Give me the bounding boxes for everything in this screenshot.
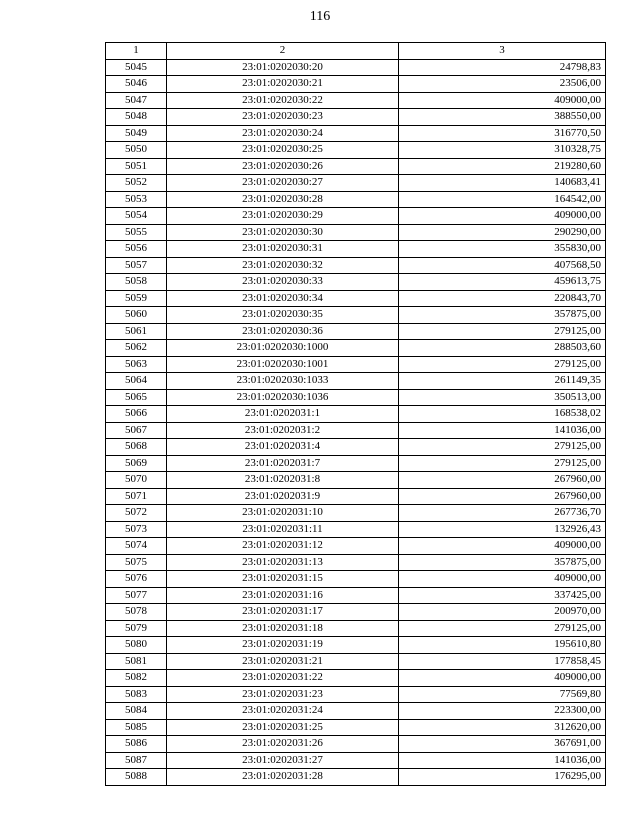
- table-row: [106, 637, 606, 654]
- value-cell: 312620,00: [399, 719, 606, 736]
- table-row: [106, 670, 606, 687]
- row-number-cell: 5061: [106, 323, 167, 340]
- cadastral-number-cell: 23:01:0202030:28: [167, 191, 399, 208]
- value-cell: 279125,00: [399, 455, 606, 472]
- value-cell: 267960,00: [399, 488, 606, 505]
- value-cell: 261149,35: [399, 373, 606, 390]
- value-cell: 409000,00: [399, 208, 606, 225]
- row-number-cell: 5079: [106, 620, 167, 637]
- cadastral-number-cell: 23:01:0202030:20: [167, 59, 399, 76]
- row-number-cell: 5046: [106, 76, 167, 93]
- table-row: [106, 307, 606, 324]
- table-row: [106, 422, 606, 439]
- cadastral-number-cell: 23:01:0202030:1000: [167, 340, 399, 357]
- value-cell: 290290,00: [399, 224, 606, 241]
- table-row: [106, 686, 606, 703]
- cadastral-number-cell: 23:01:0202031:15: [167, 571, 399, 588]
- page-number: 116: [309, 9, 331, 24]
- value-cell: 310328,75: [399, 142, 606, 159]
- value-cell: 279125,00: [399, 323, 606, 340]
- cadastral-number-cell: 23:01:0202030:26: [167, 158, 399, 175]
- cadastral-number-cell: 23:01:0202031:18: [167, 620, 399, 637]
- table-row: [106, 76, 606, 93]
- table-row: [106, 142, 606, 159]
- row-number-cell: 5052: [106, 175, 167, 192]
- table-row: [106, 323, 606, 340]
- row-number-cell: 5065: [106, 389, 167, 406]
- table-row: [106, 290, 606, 307]
- cadastral-number-cell: 23:01:0202031:22: [167, 670, 399, 687]
- cadastral-number-cell: 23:01:0202031:21: [167, 653, 399, 670]
- value-cell: 23506,00: [399, 76, 606, 93]
- value-cell: 267736,70: [399, 505, 606, 522]
- table-row: [106, 703, 606, 720]
- row-number-cell: 5078: [106, 604, 167, 621]
- table-row: [106, 59, 606, 76]
- row-number-cell: 5050: [106, 142, 167, 159]
- row-number-cell: 5064: [106, 373, 167, 390]
- cadastral-number-cell: 23:01:0202031:11: [167, 521, 399, 538]
- table-header: [106, 43, 606, 60]
- cadastral-number-cell: 23:01:0202030:30: [167, 224, 399, 241]
- row-number-cell: 5085: [106, 719, 167, 736]
- table-row: [106, 224, 606, 241]
- row-number-cell: 5084: [106, 703, 167, 720]
- table-row: [106, 604, 606, 621]
- row-number-cell: 5073: [106, 521, 167, 538]
- cadastral-number-cell: 23:01:0202030:1033: [167, 373, 399, 390]
- table-row: [106, 175, 606, 192]
- row-number-cell: 5088: [106, 769, 167, 786]
- table-row: [106, 472, 606, 489]
- value-cell: 367691,00: [399, 736, 606, 753]
- header-row: [106, 43, 606, 60]
- cadastral-number-cell: 23:01:0202031:25: [167, 719, 399, 736]
- value-cell: 279125,00: [399, 620, 606, 637]
- row-number-cell: 5045: [106, 59, 167, 76]
- value-cell: 132926,43: [399, 521, 606, 538]
- row-number-cell: 5067: [106, 422, 167, 439]
- cadastral-number-cell: 23:01:0202031:27: [167, 752, 399, 769]
- data-table: [105, 42, 606, 786]
- row-number-cell: 5060: [106, 307, 167, 324]
- table-row: [106, 241, 606, 258]
- row-number-cell: 5049: [106, 125, 167, 142]
- cadastral-number-cell: 23:01:0202031:7: [167, 455, 399, 472]
- row-number-cell: 5056: [106, 241, 167, 258]
- row-number-cell: 5068: [106, 439, 167, 456]
- table-row: [106, 769, 606, 786]
- table-row: [106, 554, 606, 571]
- row-number-cell: 5055: [106, 224, 167, 241]
- column-header-1: 1: [106, 43, 167, 60]
- value-cell: 409000,00: [399, 538, 606, 555]
- table-row: [106, 505, 606, 522]
- cadastral-number-cell: 23:01:0202030:25: [167, 142, 399, 159]
- cadastral-number-cell: 23:01:0202030:34: [167, 290, 399, 307]
- row-number-cell: 5070: [106, 472, 167, 489]
- table-row: [106, 719, 606, 736]
- value-cell: 267960,00: [399, 472, 606, 489]
- row-number-cell: 5081: [106, 653, 167, 670]
- row-number-cell: 5072: [106, 505, 167, 522]
- row-number-cell: 5051: [106, 158, 167, 175]
- value-cell: 355830,00: [399, 241, 606, 258]
- row-number-cell: 5057: [106, 257, 167, 274]
- table-row: [106, 653, 606, 670]
- value-cell: 219280,60: [399, 158, 606, 175]
- value-cell: 77569,80: [399, 686, 606, 703]
- row-number-cell: 5082: [106, 670, 167, 687]
- cadastral-number-cell: 23:01:0202031:1: [167, 406, 399, 423]
- value-cell: 279125,00: [399, 439, 606, 456]
- value-cell: 141036,00: [399, 422, 606, 439]
- table-row: [106, 125, 606, 142]
- value-cell: 357875,00: [399, 307, 606, 324]
- row-number-cell: 5080: [106, 637, 167, 654]
- table-row: [106, 92, 606, 109]
- cadastral-number-cell: 23:01:0202031:26: [167, 736, 399, 753]
- column-header-3: 3: [399, 43, 606, 60]
- row-number-cell: 5077: [106, 587, 167, 604]
- table-body: [106, 59, 606, 785]
- cadastral-number-cell: 23:01:0202030:27: [167, 175, 399, 192]
- value-cell: 195610,80: [399, 637, 606, 654]
- row-number-cell: 5047: [106, 92, 167, 109]
- value-cell: 357875,00: [399, 554, 606, 571]
- row-number-cell: 5083: [106, 686, 167, 703]
- value-cell: 176295,00: [399, 769, 606, 786]
- value-cell: 407568,50: [399, 257, 606, 274]
- table-row: [106, 356, 606, 373]
- value-cell: 409000,00: [399, 571, 606, 588]
- row-number-cell: 5087: [106, 752, 167, 769]
- value-cell: 164542,00: [399, 191, 606, 208]
- cadastral-number-cell: 23:01:0202031:8: [167, 472, 399, 489]
- cadastral-number-cell: 23:01:0202031:23: [167, 686, 399, 703]
- cadastral-number-cell: 23:01:0202030:31: [167, 241, 399, 258]
- table-row: [106, 736, 606, 753]
- cadastral-number-cell: 23:01:0202031:10: [167, 505, 399, 522]
- value-cell: 409000,00: [399, 670, 606, 687]
- value-cell: 316770,50: [399, 125, 606, 142]
- cadastral-number-cell: 23:01:0202030:24: [167, 125, 399, 142]
- row-number-cell: 5058: [106, 274, 167, 291]
- cadastral-number-cell: 23:01:0202031:16: [167, 587, 399, 604]
- table-row: [106, 373, 606, 390]
- row-number-cell: 5066: [106, 406, 167, 423]
- cadastral-number-cell: 23:01:0202030:22: [167, 92, 399, 109]
- table-row: [106, 208, 606, 225]
- value-cell: 220843,70: [399, 290, 606, 307]
- row-number-cell: 5063: [106, 356, 167, 373]
- value-cell: 337425,00: [399, 587, 606, 604]
- table-row: [106, 389, 606, 406]
- table-row: [106, 340, 606, 357]
- row-number-cell: 5075: [106, 554, 167, 571]
- column-header-2: 2: [167, 43, 399, 60]
- table-row: [106, 158, 606, 175]
- table-row: [106, 752, 606, 769]
- cadastral-number-cell: 23:01:0202030:33: [167, 274, 399, 291]
- table-row: [106, 406, 606, 423]
- table-row: [106, 257, 606, 274]
- value-cell: 177858,45: [399, 653, 606, 670]
- cadastral-number-cell: 23:01:0202031:2: [167, 422, 399, 439]
- row-number-cell: 5048: [106, 109, 167, 126]
- value-cell: 350513,00: [399, 389, 606, 406]
- table-row: [106, 455, 606, 472]
- table-row: [106, 191, 606, 208]
- row-number-cell: 5076: [106, 571, 167, 588]
- cadastral-number-cell: 23:01:0202031:4: [167, 439, 399, 456]
- value-cell: 200970,00: [399, 604, 606, 621]
- table-row: [106, 587, 606, 604]
- value-cell: 168538,02: [399, 406, 606, 423]
- cadastral-number-cell: 23:01:0202031:12: [167, 538, 399, 555]
- table-row: [106, 109, 606, 126]
- cadastral-number-cell: 23:01:0202030:1001: [167, 356, 399, 373]
- cadastral-number-cell: 23:01:0202031:28: [167, 769, 399, 786]
- cadastral-number-cell: 23:01:0202031:9: [167, 488, 399, 505]
- cadastral-number-cell: 23:01:0202030:21: [167, 76, 399, 93]
- table-row: [106, 488, 606, 505]
- cadastral-number-cell: 23:01:0202031:13: [167, 554, 399, 571]
- cadastral-number-cell: 23:01:0202031:24: [167, 703, 399, 720]
- row-number-cell: 5086: [106, 736, 167, 753]
- cadastral-number-cell: 23:01:0202030:23: [167, 109, 399, 126]
- row-number-cell: 5069: [106, 455, 167, 472]
- value-cell: 388550,00: [399, 109, 606, 126]
- cadastral-number-cell: 23:01:0202030:32: [167, 257, 399, 274]
- row-number-cell: 5059: [106, 290, 167, 307]
- table-row: [106, 521, 606, 538]
- table-row: [106, 439, 606, 456]
- value-cell: 223300,00: [399, 703, 606, 720]
- row-number-cell: 5074: [106, 538, 167, 555]
- table-row: [106, 620, 606, 637]
- value-cell: 459613,75: [399, 274, 606, 291]
- value-cell: 141036,00: [399, 752, 606, 769]
- value-cell: 140683,41: [399, 175, 606, 192]
- row-number-cell: 5053: [106, 191, 167, 208]
- cadastral-number-cell: 23:01:0202031:19: [167, 637, 399, 654]
- value-cell: 288503,60: [399, 340, 606, 357]
- row-number-cell: 5062: [106, 340, 167, 357]
- cadastral-number-cell: 23:01:0202030:1036: [167, 389, 399, 406]
- cadastral-number-cell: 23:01:0202030:29: [167, 208, 399, 225]
- row-number-cell: 5071: [106, 488, 167, 505]
- cadastral-number-cell: 23:01:0202031:17: [167, 604, 399, 621]
- table-row: [106, 274, 606, 291]
- row-number-cell: 5054: [106, 208, 167, 225]
- value-cell: 24798,83: [399, 59, 606, 76]
- value-cell: 409000,00: [399, 92, 606, 109]
- cadastral-number-cell: 23:01:0202030:35: [167, 307, 399, 324]
- table-row: [106, 538, 606, 555]
- cadastral-number-cell: 23:01:0202030:36: [167, 323, 399, 340]
- table-row: [106, 571, 606, 588]
- value-cell: 279125,00: [399, 356, 606, 373]
